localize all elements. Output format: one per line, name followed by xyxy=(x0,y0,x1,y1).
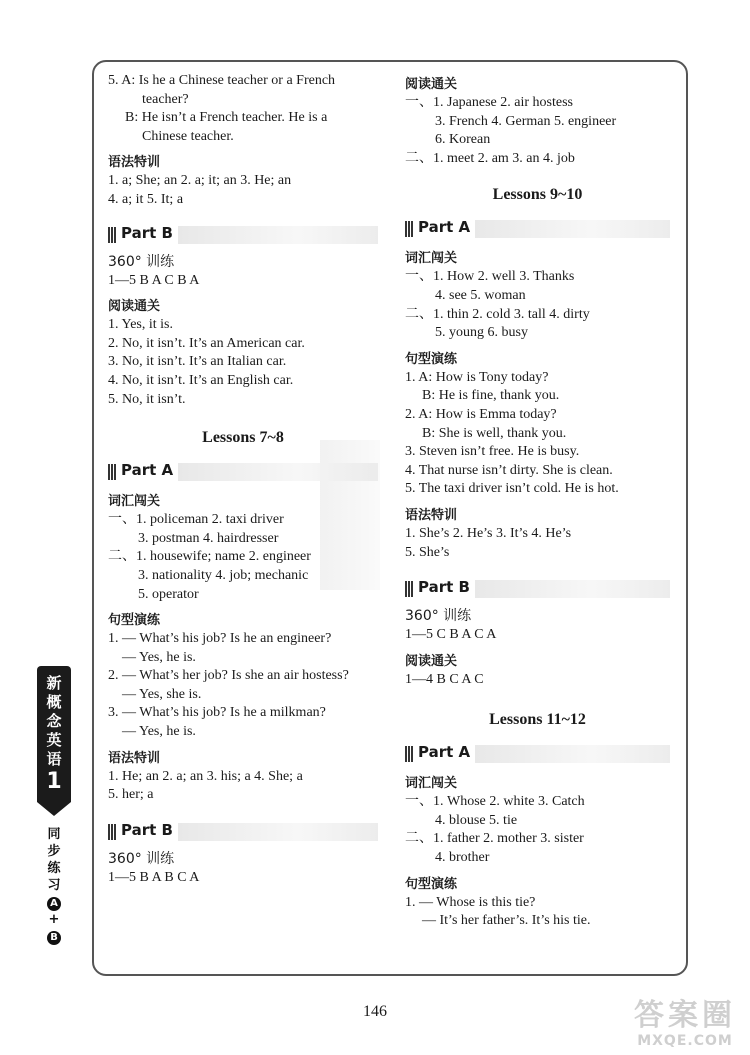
answer-line: 一、1. Japanese 2. air hostess xyxy=(405,95,573,110)
badge-b-icon: B xyxy=(47,931,61,945)
answer-line: 2. No, it isn’t. It’s an American car. xyxy=(108,335,305,351)
watermark xyxy=(634,999,736,1049)
answer-line: 4. brother xyxy=(435,850,490,866)
watermark-url: MXQE.COM xyxy=(637,1033,733,1049)
part-marker-icon xyxy=(405,221,413,237)
answer-line: 5. She’s xyxy=(405,544,450,560)
part-b-header xyxy=(108,222,378,248)
answer-line: 1—5 B A B C A xyxy=(108,869,200,885)
part-label: Part A xyxy=(418,218,471,237)
answer-line: 一、1. policeman 2. taxi driver xyxy=(108,512,284,528)
answer-line: 二、1. father 2. mother 3. sister xyxy=(405,831,584,847)
answer-line: 4. That nurse isn’t dirty. She is clean. xyxy=(405,462,613,478)
part-b-header xyxy=(108,819,378,845)
subtitle-text: 同 步 练 习 xyxy=(47,827,61,893)
part-a-header xyxy=(405,216,670,242)
answer-line: 1. Yes, it is. xyxy=(108,317,173,333)
part-band xyxy=(178,226,378,244)
watermark-logo: 答案圈 xyxy=(634,998,736,1033)
answer-line: 4. blouse 5. tie xyxy=(435,812,518,828)
answer-line: 2. A: How is Emma today? xyxy=(405,406,557,422)
training-heading: 360° 训练 xyxy=(405,608,472,625)
part-band xyxy=(475,745,670,763)
reading-heading: 阅读通关 xyxy=(405,77,458,92)
lesson-title: Lessons 11~12 xyxy=(489,711,586,729)
part-label: Part B xyxy=(121,820,173,839)
answer-line: 1. She’s 2. He’s 3. It’s 4. He’s xyxy=(405,525,572,541)
answer-line: 5. young 6. busy xyxy=(435,325,528,341)
part-a-header xyxy=(405,741,670,767)
left-column xyxy=(108,72,378,887)
answer-line: 4. No, it isn’t. It’s an English car. xyxy=(108,372,294,388)
answer-line: 3. nationality 4. job; mechanic xyxy=(138,567,309,583)
grammar-heading: 语法特训 xyxy=(108,155,161,171)
q5-line: 5. A: Is he a Chinese teacher or a French xyxy=(108,73,336,88)
training-heading: 360° 训练 xyxy=(108,253,175,270)
answer-line: 3. postman 4. hairdresser xyxy=(138,530,279,546)
answer-line: 3. — What’s his job? Is he a milkman? xyxy=(108,705,326,721)
answer-line: 1. — Whose is this tie? xyxy=(405,894,536,910)
answer-line: 2. — What’s her job? Is she an air hostess? xyxy=(108,668,349,684)
answer-line: 一、1. Whose 2. white 3. Catch xyxy=(405,794,585,810)
badge-a-icon: A xyxy=(47,897,61,911)
lesson-title: Lessons 9~10 xyxy=(492,186,583,204)
answer-line: B: She is well, thank you. xyxy=(422,425,567,441)
part-band xyxy=(475,220,670,238)
answer-line: 二、1. housewife; name 2. engineer xyxy=(108,549,311,565)
answer-line: 5. The taxi driver isn’t cold. He is hot. xyxy=(405,481,619,497)
answer-line: 3. Steven isn’t free. He is busy. xyxy=(405,444,580,460)
lesson-title: Lessons 7~8 xyxy=(202,429,284,447)
answer-line: 1—4 B C A C xyxy=(405,671,484,687)
q5-line: B: He isn’t a French teacher. He is a xyxy=(125,110,328,126)
answer-line: 4. see 5. woman xyxy=(435,287,526,303)
answer-line: 4. a; it 5. It; a xyxy=(108,191,184,207)
right-column xyxy=(405,72,670,931)
q5-line: teacher? xyxy=(142,91,189,107)
answer-line: 1—5 C B A C A xyxy=(405,627,497,643)
answer-line: 1. a; She; an 2. a; it; an 3. He; an xyxy=(108,173,292,189)
part-band xyxy=(475,580,670,598)
answer-line: 5. No, it isn’t. xyxy=(108,391,186,407)
grammar-heading: 语法特训 xyxy=(108,750,161,766)
answer-line: B: He is fine, thank you. xyxy=(422,388,560,404)
answer-line: — It’s her father’s. It’s his tie. xyxy=(422,913,591,929)
part-b-header xyxy=(405,576,670,602)
part-label: Part B xyxy=(121,223,173,242)
page-number: 146 xyxy=(363,1003,387,1020)
answer-line: — Yes, he is. xyxy=(122,649,196,665)
q5-line: Chinese teacher. xyxy=(142,128,234,144)
answer-line: 1. — What’s his job? Is he an engineer? xyxy=(108,631,332,647)
vocab-heading: 词汇闯关 xyxy=(405,776,458,792)
part-marker-icon xyxy=(108,227,116,243)
part-label: Part A xyxy=(121,461,174,480)
answer-line: 1—5 B A C B A xyxy=(108,272,200,288)
part-label: Part A xyxy=(418,743,471,762)
side-tab xyxy=(37,666,71,802)
part-band xyxy=(178,463,378,481)
vocab-heading: 词汇闯关 xyxy=(405,251,458,267)
pattern-heading: 句型演练 xyxy=(405,876,458,892)
part-label: Part B xyxy=(418,578,470,597)
reading-heading: 阅读通关 xyxy=(108,299,161,315)
answer-line: — Yes, she is. xyxy=(122,686,202,702)
answer-line: 一、1. How 2. well 3. Thanks xyxy=(405,269,575,285)
reading-heading: 阅读通关 xyxy=(405,653,458,669)
answer-line: 6. Korean xyxy=(435,132,491,148)
answer-line: 1. He; an 2. a; an 3. his; a 4. She; a xyxy=(108,768,303,784)
part-marker-icon xyxy=(405,581,413,597)
part-band xyxy=(178,823,378,841)
answer-line: 5. her; a xyxy=(108,787,154,803)
answer-line: 二、1. meet 2. am 3. an 4. job xyxy=(405,150,575,166)
level-number: 1 xyxy=(46,769,62,794)
pattern-heading: 句型演练 xyxy=(405,351,458,367)
answer-line: 1. A: How is Tony today? xyxy=(405,369,549,385)
plus-sign: + xyxy=(48,912,60,927)
answer-line: 3. No, it isn’t. It’s an Italian car. xyxy=(108,354,287,370)
answer-line: — Yes, he is. xyxy=(122,724,196,740)
answer-line: 5. operator xyxy=(138,586,199,602)
pattern-heading: 句型演练 xyxy=(108,613,161,629)
side-tab-arrow-icon xyxy=(37,802,71,816)
series-title: 新 概 念 英 语 xyxy=(46,674,62,768)
side-subtitle xyxy=(40,826,68,945)
part-a-header xyxy=(108,459,378,485)
part-marker-icon xyxy=(108,824,116,840)
part-marker-icon xyxy=(405,746,413,762)
vocab-heading: 词汇闯关 xyxy=(108,494,161,510)
answer-line: 3. French 4. German 5. engineer xyxy=(435,113,617,129)
training-heading: 360° 训练 xyxy=(108,850,175,867)
answer-line: 二、1. thin 2. cold 3. tall 4. dirty xyxy=(405,306,590,322)
grammar-heading: 语法特训 xyxy=(405,507,458,523)
part-marker-icon xyxy=(108,464,116,480)
